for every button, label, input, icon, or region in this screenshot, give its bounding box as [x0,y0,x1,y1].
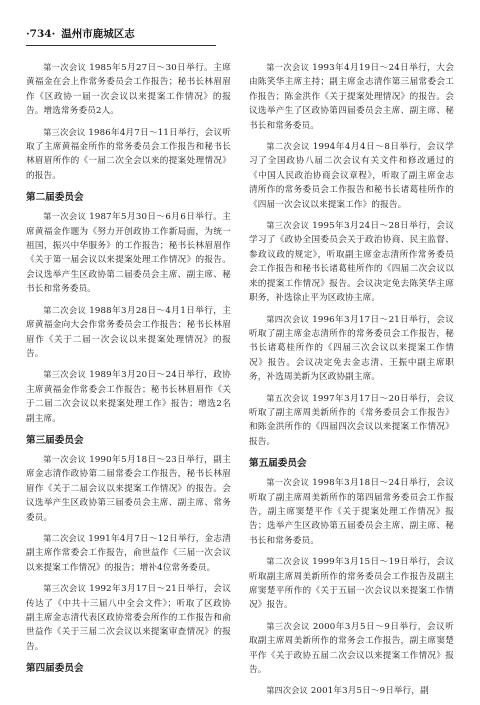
session-label: 第二次会议 [266,556,310,567]
session-label: 第一次会议 [43,453,87,464]
session-text: 1988年3月28日～4月1日举行，主席黄福金向大会作常务委员会工作报告；秘书长林眉眉作《关于二届一次会议以来提案处理情况》的报告。 [26,305,231,359]
session-text: 1985年5月27日～30日举行。主席黄福金在会上作常务委员会工作报告；秘书长林眉眉作《区政协一届一次会议以来提案工作情况》的报告。增选常务委员2人。 [26,63,231,117]
session-label: 第三次会议 [266,220,310,231]
session-text: 1991年4月7日～12日举行，金志清副主席作常委会工作报告，俞世益作《三届一次会议以来提案工作情况》的报告；增补4位常务委员。 [26,533,231,573]
right-column [249,60,454,705]
session-paragraph [249,218,454,305]
session-label: 第二次会议 [43,532,86,543]
session-paragraph [249,312,454,385]
session-paragraph [26,452,231,525]
book-title: 温州市鹿城区志 [61,28,135,40]
session-label: 第一次会议 [43,62,87,72]
session-label: 第三次会议 [266,620,310,631]
session-paragraph [26,209,231,296]
session-label: 第四次会议 [266,313,310,324]
session-label: 第四次会议 [266,685,308,696]
session-label: 第五次会议 [266,392,310,403]
session-text: 2001年3月5日～9日举行，副 [310,686,429,697]
session-text: 1993年4月19日～24日举行，大会由陈笑华主席主持；副主席金志清作第三届常委会工作报告；陈金洪作《关于提案处理情况》的报告。会议选举产生了区政协第四届委员会主席、副主席、秘书长和常务委员。 [249,63,454,131]
session-label: 第三次会议 [43,369,87,380]
session-label: 第一次会议 [43,211,87,222]
session-paragraph [26,581,231,654]
session-paragraph [249,475,454,548]
session-paragraph [249,391,454,450]
session-text: 1990年5月18日～23日举行，副主席金志清作政协第二届常委会工作报告，秘书长林眉眉作《关于二届会议以来提案工作情况》的报告。会议选举产生区政协第三届委员会主席、副主席、常务委员。 [26,454,231,523]
session-paragraph [249,619,454,678]
session-label: 第二次会议 [266,141,310,152]
session-text: 1986年4月7日～11日举行，会议听取了主席黄福金所作的常务委员会工作报告和秘书长林眉眉所作的《一届二次全会以来的提案处理情况》的报告。 [26,127,231,181]
session-paragraph [26,60,231,119]
session-text: 1996年3月17日～21日举行，会议听取了副主席金志清所作的常务委员会工作报告，秘书长诸葛桂所作的《四届三次会议以来提案工作情况》报告。会议决定免去金志清、王振中副主席职务，补选周美新为区政协副主席。 [249,314,454,383]
session-text: 1998年3月18日～24日举行，会议听取了副主席周美新所作的第四届常务委员会工作报告，副主席窦楚平作《关于提案处理工作情况》报告；选举产生区政协第五届委员会主席、副主席、秘书长和常务委员。 [249,478,454,546]
section-heading: 第四届委员会 [26,663,84,675]
session-paragraph [249,60,454,133]
section-heading: 第二届委员会 [26,192,84,204]
section-heading: 第三届委员会 [26,434,84,446]
session-paragraph [26,367,231,426]
session-text: 1994年4月4日～8日举行，会议学习了全国政协八届二次会议有关文件和修改通过的《中国人民政治协商会议章程》，听取了副主席金志清所作的常务委员会工作报告和秘书长诸葛桂所作的《四届一次会议以来提案工作》的报告。 [249,142,454,210]
session-paragraph [26,531,231,575]
session-paragraph [249,683,454,698]
session-text: 1987年5月30日～6月6日举行。主席黄福金作题为《努力开创政协工作新局面，为统一祖国，振兴中华服务》的工作报告；秘书长林眉眉作《关于第一届会议以来提案处理工作情况》的报告。会议选举产生区政协第二届委员会主席、副主席、秘书长和常务委员。 [26,212,231,295]
session-label: 第一次会议 [266,62,310,72]
session-label: 第三次会议 [43,126,86,137]
session-text: 1999年3月15日～19日举行，会议听取副主席周美新所作的常务委员会工作报告及副主席窦楚平所作的《关于五届一次会议以来提案工作情况》报告。 [249,557,454,611]
running-header [26,26,454,41]
session-text: 1995年3月24日～28日举行，会议学习了《政协全国委员会关于政治协商、民主监督、参政议政的规定》，听取副主席金志清所作常务委员会工作报告和秘书长诸葛桂所作的《四届二次会议以来的提案工作情况》报告。会议决定免去陈笑华主席职务，补选徐止平为区政协主席。 [249,221,454,304]
session-paragraph [26,303,231,362]
session-paragraph [249,554,454,613]
session-text: 1992年3月17日～21日举行，会议传达了《中共十三届八中全会文件》；听取了区政协副主席金志清代表区政协常委会所作的工作报告和俞世益作《关于三届二次会议以来提案审查情况》的报告。 [26,584,231,652]
session-text: 1997年3月17日～20日举行，会议听取了副主席周美新所作的《常务委员会工作报告》和陈金洪所作的《四届四次会议以来提案工作情况》报告。 [249,393,454,447]
session-paragraph [26,125,231,184]
left-column [26,60,231,705]
session-label: 第二次会议 [43,304,87,315]
page-number: ·734· [26,28,56,40]
session-paragraph [249,139,454,212]
session-text: 2000年3月5日～9日举行，会议听取副主席周美新所作的常务会工作报告，副主席窦楚平作《关于政协五届二次会议以来提案工作情况》报告。 [249,621,454,676]
header-rule [26,45,216,46]
session-label: 第一次会议 [266,477,310,488]
section-heading: 第五届委员会 [249,458,307,470]
session-text: 1989年3月20日～24日举行，政协主席黄福金作常委会工作报告；秘书长林眉眉作《关于二届二次会议以来提案处理工作》报告；增选2名副主席。 [26,370,231,424]
session-label: 第三次会议 [43,583,87,594]
